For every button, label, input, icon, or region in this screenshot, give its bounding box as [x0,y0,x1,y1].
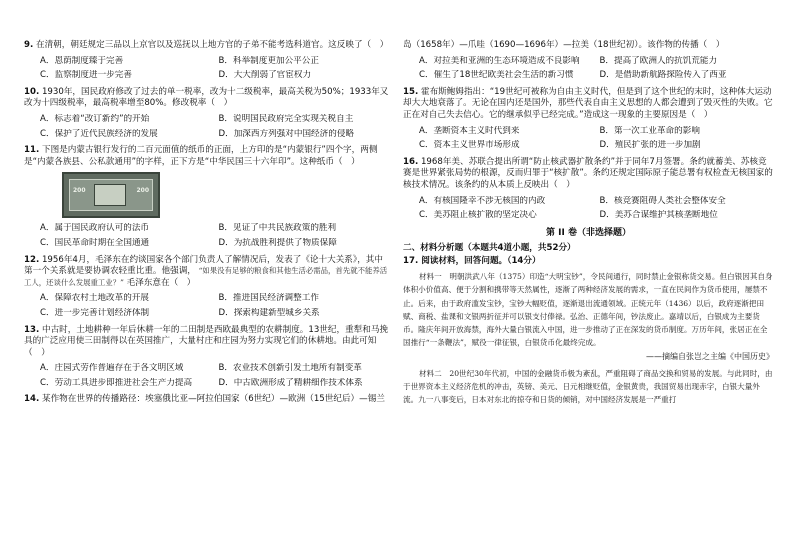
option-a: A．属于国民政府认可的法币 [40,223,150,234]
option-a: A．保障农村土地改革的开展 [40,293,150,304]
option-b: B．科举制度更加公平公正 [218,55,319,66]
option-a: A．恩荫制度臻于完善 [40,55,124,66]
question-text: 霍布斯鲍姆指出：“19世纪可被称为自由主义时代，但是到了这个世纪的末时，这种体大运动却大大地衰落了。无论在国内还是国外，那些代表自由主义思想的人都会遭到了毁灭性的失败。它正在对自己失去信心。它的继承似乎已经完成。”造成这一现象的主要原因是（ ） [403,86,773,120]
option-b: B．第一次工业革命的影响 [599,125,700,136]
section-title: 第 II 卷（非选择题） [546,227,631,238]
question-10 [24,87,391,110]
option-b: B．提高了欧洲人的抗饥荒能力 [599,55,718,66]
banknote-center-vignette [94,184,126,206]
option-c: C．监察制度进一步完善 [40,70,132,81]
option-c: C．资本主义世界市场形成 [419,140,520,151]
question-14-continued [403,40,774,52]
material-one: 材料一 明朝洪武八年（1375）印造“大明宝钞”，令民间通行，同时禁止金银称货交易。但白银因其自身体积小价值高、便于分割和携带等天然属性，逐渐了两种经济发展的需求，一直在民间作为货币使用，屡禁不止。后来，由于政府滥发宝钞，宝钞大幅贬值，逐渐退出流通领域。正统元年（1436）以后，政府逐渐把田赋、商税、盐课和文银两折征并可以银支付俸禄。弘治、正德年间，钞法废止。嘉靖以后，白银成为主要货币。隆庆年间开放海禁，海外大量白银流入中国，进一步推动了正在深发的货币制度。万历年间，张居正在全国推行“一条鞭法”，赋役一律征银，白银货币化最终完成。 [403,272,773,348]
question-15-options [419,126,774,152]
question-10-options [40,114,391,140]
option-c: C．美苏阻止核扩散的坚定决心 [419,210,537,221]
question-number: 16. [403,156,419,167]
option-c: C．国民革命时期在全国通通 [40,237,150,248]
banknote-denomination-right: 200 [136,187,149,195]
question-16-options [419,196,774,222]
question-text: 某作物在世界的传播路径：埃塞俄比亚—阿拉伯国家（6世纪）—欧洲（15世纪后）—锡兰 [41,394,385,405]
option-d: D．殖民扩张的进一步加剧 [599,140,701,151]
question-13-options [40,363,391,389]
part-heading: 二、材料分析题（本题共4道小题，共52分） [403,242,576,253]
left-column [24,40,391,410]
question-number: 14. [24,394,40,405]
option-c: C．保护了近代民族经济的发展 [40,128,158,139]
option-a: A．垄断资本主义时代到来 [419,125,520,136]
material-two: 材料二 20世纪30年代初，中国的金融货币极为紊乱，严重阻碍了商品交换和贸易的发展。与此同时，由于世界资本主义经济危机的冲击，英镑、美元、日元相继贬值，金银黄贵，我国贸易出现赤字，白银大量外流。九一八事变后，日本对东北的掠夺和日货的倾销，对中国经济发展是一严重打 [403,368,773,405]
question-number: 13. [24,324,40,335]
option-d: D．为抗战胜利提供了物质保障 [218,237,337,248]
option-a: A．标志着“改订新约”的开始 [40,113,150,124]
option-c: C．进一步完善计划经济体制 [40,307,150,318]
question-9 [24,40,391,52]
banknote-denomination-left: 200 [73,187,86,195]
question-14-options [419,56,774,82]
question-text: 在清朝，朝廷规定三品以上京官以及巡抚以上地方官的子弟不能考选科道官。这反映了（ ） [35,40,389,50]
right-column [403,40,774,408]
option-a: A．对拉美和亚洲的生态环境造成不良影响 [419,55,580,66]
question-text: 1930年，国民政府修改了过去的单一税率，改为十二级税率，最高关税为50%；1933年又改为十四级税率，最高税率增至80%。修改税率（ ） [24,86,389,109]
question-17-heading: 17. 阅读材料，回答问题。（14分） [403,256,541,267]
question-number: 11. [24,145,40,156]
question-number: 10. [24,86,40,97]
option-d: D．探索构建新型城乡关系 [218,307,320,318]
option-b: B．推进国民经济调整工作 [218,293,319,304]
option-d: D．中古欧洲形成了精耕细作技术体系 [218,377,363,388]
option-b: B．说明国民政府完全实现关税自主 [218,113,354,124]
question-12 [24,255,391,290]
question-14 [24,394,391,406]
question-11 [24,145,391,168]
question-text: 1956年4月，毛泽东在约谈国家各个部门负责人了解情况后，发表了《论十大关系》，其中第一个关系就是要协调农轻重比重。他强调， [24,254,383,277]
option-b: B．农业技术创新引发土地所有制变革 [218,363,362,374]
question-12-options [40,293,391,319]
option-d: D．加深西方列强对中国经济的侵略 [218,128,355,139]
option-d: D．是借助新航路探险传入了西亚 [599,70,727,81]
option-a: A．庄园式劳作普遍存在于各文明区域 [40,363,184,374]
question-tail: 毛泽东意在（ ） [126,277,196,288]
option-b: B．核竞赛阻碍人类社会整体安全 [599,195,726,206]
question-quote: “如果没有足够的粮食和其他生活必需品，首先就不能养活工人，还谈什么发展重工业？” [24,266,388,287]
material-source: ——摘编自张岂之主编《中国历史》 [646,351,774,361]
question-13 [24,325,391,360]
option-c: C．劳动工具进步即推进社会生产力提高 [40,377,193,388]
question-15 [403,87,774,122]
option-d: D．大大削弱了官宦权力 [218,70,312,81]
question-number: 15. [403,86,419,97]
question-16 [403,157,774,192]
question-text: 中古时，土地耕种一年后休耕一年的二田制是西欧最典型的农耕制度。13世纪，重犁和马挽具的广泛应用使三田制得以在英国推广，大量村庄和庄园为努力实现它们的休耕地。由此可知（ ） [24,324,389,358]
option-d: D．美苏合谋维护其核垄断地位 [599,210,718,221]
question-text: 1968年美、苏联合提出所谓“防止核武器扩散条约”并于同年7月签署。条约就蓄美、苏核竞赛是世界紧张局势的根源，反而归罪于“核扩散”。条约还规定国际原子能总署有权检查无核国家的核技术情况。该条约的从本质上反映出（ ） [403,156,773,190]
option-b: B．见证了中共民族政策的胜利 [218,223,337,234]
question-text: 下图是内蒙古银行发行的二百元面值的纸币的正面，上方印的是“内蒙银行”四个字，两侧是“内蒙各族县、公私款通用”的字样，正下方是“中华民国三十六年印”。这种纸币（ ） [24,145,378,167]
question-number: 12. [24,254,40,265]
question-text: 岛（1658年）—爪哇（1690—1696年）—拉美（18世纪初）。该作物的传播（ ） [403,40,725,50]
banknote-image [62,172,160,218]
option-a: A．有核国隆幸不涉无核国的内政 [419,195,546,206]
option-c: C．催生了18世纪欧美社会生活的新习惯 [419,70,574,81]
banknote-figure [62,172,391,218]
question-number: 9. [24,40,34,50]
question-9-options [40,56,391,82]
question-11-options [40,223,391,249]
